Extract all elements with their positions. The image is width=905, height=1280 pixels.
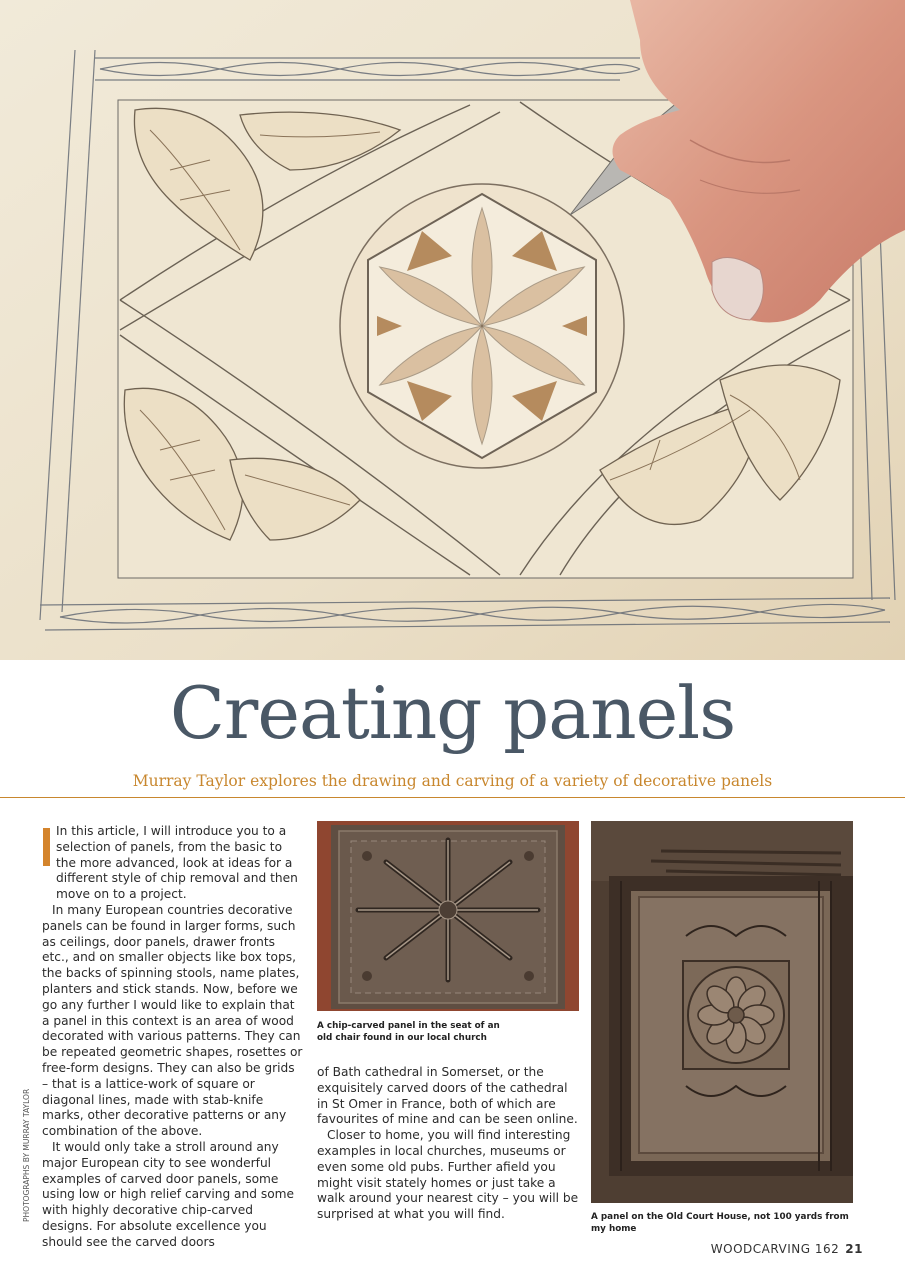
body-paragraph: It would only take a stroll around any major European city to see wonderful examples of carved door panels, some using low or high relief carving and some with highly decorative chip-carved designs. For absolute excellence you should see the carved doors <box>42 1139 295 1249</box>
lead-paragraph-text: In this article, I will introduce you to a selection of panels, from the basic to the more advanced, look at ideas for a different style of chip removal and then move on to a project. <box>56 824 298 902</box>
body-column-1 <box>42 824 304 1251</box>
body-column-2 <box>317 1065 579 1223</box>
caption-photo-1: A chip-carved panel in the seat of an old chair found in our local church <box>317 1021 500 1043</box>
page-number: 21 <box>845 1242 863 1256</box>
photo-chair-panel <box>317 821 579 1011</box>
photo-credit: PHOTOGRAPHS BY MURRAY TAYLOR <box>22 1088 31 1222</box>
body-paragraph <box>42 824 304 903</box>
title-divider <box>0 797 905 798</box>
article-title: Creating panels <box>169 671 736 755</box>
body-paragraph: In many European countries decorative panels can be found in larger forms, such as ceilings, door panels, drawer fronts etc., and on smaller objects like box tops, the backs of spinning stools, name plates, planters and stick stands. Now, before we go any further I would like to explain that a panel in this context is an area of wood decorated with various patterns. They can be repeated geometric shapes, rosettes or free-form designs. They can also be grids – that is a lattice-work of square or diagonal lines, made with stab-knife marks, other decorative patterns or any combination of the above. <box>42 902 303 1139</box>
body-paragraph: of Bath cathedral in Somerset, or the exquisitely carved doors of the cathedral in St Omer in France, both of which are favourites of mine and can be seen online. <box>317 1065 578 1127</box>
caption-photo-2: A panel on the Old Court House, not 100 yards from my home <box>591 1212 849 1234</box>
magazine-issue: WOODCARVING 162 <box>710 1242 840 1256</box>
page-folio <box>711 1242 863 1256</box>
photo-court-house-panel <box>591 821 853 1203</box>
body-paragraph: Closer to home, you will find interesting examples in local churches, museums or even some old pubs. Further afield you might visit stately homes or just take a walk around your nearest city – you will be surprised at what you will find. <box>317 1128 579 1222</box>
article-subtitle: Murray Taylor explores the drawing and carving of a variety of decorative panels <box>132 772 773 790</box>
